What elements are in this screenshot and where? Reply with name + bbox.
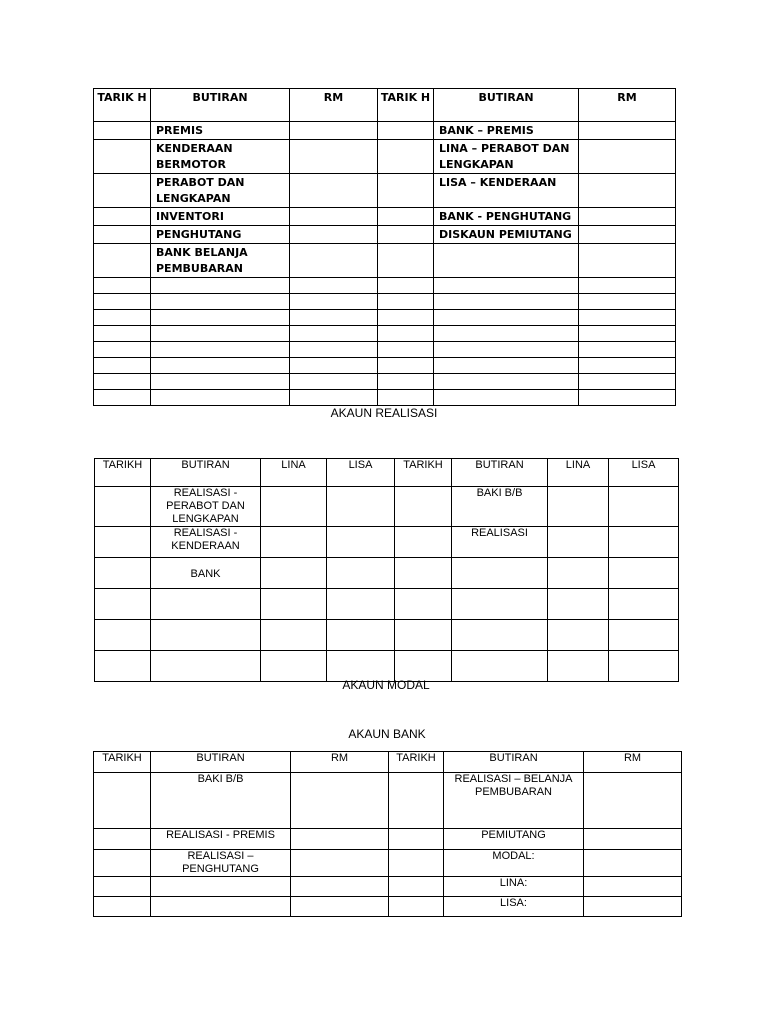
table-cell (434, 358, 579, 374)
table-cell (584, 829, 682, 850)
table-cell (291, 850, 389, 877)
table-cell (94, 174, 151, 208)
table-header-row (94, 752, 682, 773)
table-cell (378, 374, 434, 390)
table-cell (389, 829, 444, 850)
table-cell (327, 487, 395, 527)
table-cell: LINA – PERABOT DAN LENGKAPAN (434, 140, 579, 174)
table-cell (389, 773, 444, 829)
table-cell (290, 294, 378, 310)
header-tarikh: TARIK H (94, 89, 151, 122)
table-row (94, 244, 676, 278)
table-cell (452, 651, 548, 682)
table-cell (579, 122, 676, 140)
table-cell (378, 244, 434, 278)
table-cell: REALISASI - KENDERAAN (151, 527, 261, 558)
table-cell (94, 374, 151, 390)
table-cell: LISA: (444, 897, 584, 917)
table-cell (261, 620, 327, 651)
caption-akaun-realisasi: AKAUN REALISASI (330, 406, 438, 420)
table-cell (151, 651, 261, 682)
table-cell: KENDERAAN BERMOTOR (151, 140, 290, 174)
table-cell (548, 487, 609, 527)
table-cell (95, 527, 151, 558)
table-cell (94, 326, 151, 342)
table-cell (584, 773, 682, 829)
header-tarikh: TARIKH (95, 459, 151, 487)
table-cell (548, 527, 609, 558)
table-cell (378, 358, 434, 374)
header-lisa: LISA (327, 459, 395, 487)
table-cell (434, 310, 579, 326)
table-cell: PREMIS (151, 122, 290, 140)
table-cell (94, 278, 151, 294)
table-cell (579, 326, 676, 342)
table-cell (290, 174, 378, 208)
table-cell (261, 651, 327, 682)
table-row (94, 326, 676, 342)
table-header-row (95, 459, 679, 487)
table-cell (291, 773, 389, 829)
table-cell (452, 589, 548, 620)
table-row (95, 527, 679, 558)
table-cell (94, 897, 151, 917)
table-cell (378, 390, 434, 406)
akaun-bank-table (93, 751, 682, 917)
table-row (94, 897, 682, 917)
table-cell (261, 527, 327, 558)
table-cell (434, 244, 579, 278)
table-row (94, 342, 676, 358)
table-cell (434, 294, 579, 310)
table-cell (290, 208, 378, 226)
header-tarikh: TARIKH (94, 752, 151, 773)
caption-akaun-modal: AKAUN MODAL (342, 678, 430, 692)
header-butiran: BUTIRAN (151, 752, 291, 773)
table-cell (290, 226, 378, 244)
table-cell (434, 278, 579, 294)
table-row (95, 589, 679, 620)
table-cell (327, 651, 395, 682)
header-tarikh: TARIKH (395, 459, 452, 487)
table-cell (389, 897, 444, 917)
table-cell (94, 773, 151, 829)
table-cell (291, 877, 389, 897)
table-cell (378, 122, 434, 140)
table-cell (151, 358, 290, 374)
table-row (95, 651, 679, 682)
header-rm: RM (579, 89, 676, 122)
table-cell: REALISASI - PREMIS (151, 829, 291, 850)
table-cell (378, 278, 434, 294)
table-cell: BAKI B/B (452, 487, 548, 527)
table-cell: BANK – PREMIS (434, 122, 579, 140)
table-cell (579, 244, 676, 278)
table-cell (395, 487, 452, 527)
table-cell (434, 374, 579, 390)
table-cell (452, 558, 548, 589)
table-cell (395, 589, 452, 620)
header-rm: RM (584, 752, 682, 773)
table-header-row (94, 89, 676, 122)
table-row (94, 358, 676, 374)
table-cell (579, 358, 676, 374)
table-cell (290, 140, 378, 174)
table-row (94, 208, 676, 226)
table-cell (579, 208, 676, 226)
table-cell (434, 390, 579, 406)
table-cell (584, 877, 682, 897)
table-row (95, 487, 679, 527)
table-cell (94, 122, 151, 140)
table-cell (151, 374, 290, 390)
table-cell (609, 620, 679, 651)
table-cell (579, 374, 676, 390)
table-cell (378, 140, 434, 174)
table-cell (151, 620, 261, 651)
table-cell (290, 342, 378, 358)
table-cell (579, 390, 676, 406)
table-cell (94, 342, 151, 358)
table-cell (151, 342, 290, 358)
table-cell (290, 326, 378, 342)
table-cell (579, 294, 676, 310)
table-cell (609, 589, 679, 620)
table-cell (94, 244, 151, 278)
table-cell: REALISASI -PERABOT DAN LENGKAPAN (151, 487, 261, 527)
table-cell (95, 620, 151, 651)
table-cell (151, 326, 290, 342)
table-cell (151, 390, 290, 406)
header-butiran: BUTIRAN (444, 752, 584, 773)
table-cell: MODAL: (444, 850, 584, 877)
table-cell (548, 620, 609, 651)
table-cell (395, 651, 452, 682)
table-cell (94, 226, 151, 244)
table-cell (94, 208, 151, 226)
akaun-modal-table (94, 458, 679, 682)
table-cell (151, 310, 290, 326)
table-row (94, 829, 682, 850)
table-cell (290, 122, 378, 140)
table-cell (548, 589, 609, 620)
table-cell (94, 850, 151, 877)
header-tarikh: TARIKH (389, 752, 444, 773)
table-cell (389, 877, 444, 897)
table-cell (151, 877, 291, 897)
table-cell (452, 620, 548, 651)
table-cell (579, 342, 676, 358)
table-cell (95, 487, 151, 527)
table-cell: PERABOT DAN LENGKAPAN (151, 174, 290, 208)
table-cell (378, 174, 434, 208)
table-cell (434, 342, 579, 358)
header-lisa: LISA (609, 459, 679, 487)
table-cell (327, 558, 395, 589)
table-cell (95, 558, 151, 589)
table-cell (378, 208, 434, 226)
table-row (94, 390, 676, 406)
table-cell: REALISASI – PENGHUTANG (151, 850, 291, 877)
table-cell (290, 374, 378, 390)
table-cell (94, 358, 151, 374)
table-cell: BANK - PENGHUTANG (434, 208, 579, 226)
table-cell (548, 558, 609, 589)
table-cell (327, 620, 395, 651)
table-row (94, 877, 682, 897)
table-cell: LISA – KENDERAAN (434, 174, 579, 208)
table-cell (290, 278, 378, 294)
table-cell (378, 326, 434, 342)
table-cell: REALISASI (452, 527, 548, 558)
table-cell (395, 527, 452, 558)
table-cell (261, 589, 327, 620)
table-cell: BANK (151, 558, 261, 589)
table-cell (151, 278, 290, 294)
table-cell (261, 487, 327, 527)
header-butiran: BUTIRAN (452, 459, 548, 487)
table-cell: LINA: (444, 877, 584, 897)
table-cell (609, 558, 679, 589)
table-row (95, 558, 679, 589)
table-cell: PENGHUTANG (151, 226, 290, 244)
table-cell (95, 589, 151, 620)
table-cell: BAKI B/B (151, 773, 291, 829)
header-butiran: BUTIRAN (151, 459, 261, 487)
table-cell (378, 294, 434, 310)
table-cell (378, 342, 434, 358)
header-rm: RM (290, 89, 378, 122)
table-cell (609, 651, 679, 682)
table-cell (395, 558, 452, 589)
table-cell (151, 897, 291, 917)
table-cell (389, 850, 444, 877)
table-cell (548, 651, 609, 682)
table-cell (151, 589, 261, 620)
table-cell: BANK BELANJA PEMBUBARAN (151, 244, 290, 278)
table-row (94, 374, 676, 390)
table-cell (395, 620, 452, 651)
table-row (94, 773, 682, 829)
table-row (94, 850, 682, 877)
table-cell: DISKAUN PEMIUTANG (434, 226, 579, 244)
table-row (94, 226, 676, 244)
table-cell (94, 829, 151, 850)
table-cell (579, 310, 676, 326)
table-cell (579, 226, 676, 244)
table-cell (579, 278, 676, 294)
table-cell (579, 174, 676, 208)
table-cell (94, 294, 151, 310)
header-lina: LINA (261, 459, 327, 487)
table-cell: PEMIUTANG (444, 829, 584, 850)
table-cell (151, 294, 290, 310)
table-cell (579, 140, 676, 174)
table-cell (94, 310, 151, 326)
caption-akaun-bank: AKAUN BANK (348, 727, 426, 741)
table-cell (609, 527, 679, 558)
header-butiran: BUTIRAN (434, 89, 579, 122)
table-cell (95, 651, 151, 682)
table-row (94, 278, 676, 294)
header-lina: LINA (548, 459, 609, 487)
table-cell (290, 310, 378, 326)
table-row (94, 174, 676, 208)
table-cell (584, 897, 682, 917)
table-cell (327, 589, 395, 620)
table-row (94, 294, 676, 310)
table-cell (290, 390, 378, 406)
table-cell (609, 487, 679, 527)
table-row (94, 122, 676, 140)
table-cell (94, 877, 151, 897)
header-butiran: BUTIRAN (151, 89, 290, 122)
table-cell (290, 244, 378, 278)
table-row (94, 310, 676, 326)
table-cell (434, 326, 579, 342)
table-cell (584, 850, 682, 877)
header-tarikh: TARIK H (378, 89, 434, 122)
table-cell (94, 390, 151, 406)
table-cell (291, 897, 389, 917)
table-cell (290, 358, 378, 374)
table-cell (94, 140, 151, 174)
akaun-realisasi-table (93, 88, 676, 406)
table-cell (378, 310, 434, 326)
table-cell (378, 226, 434, 244)
table-cell (327, 527, 395, 558)
table-cell (261, 558, 327, 589)
table-row (95, 620, 679, 651)
header-rm: RM (291, 752, 389, 773)
table-cell: REALISASI – BELANJA PEMBUBARAN (444, 773, 584, 829)
table-cell: INVENTORI (151, 208, 290, 226)
table-row (94, 140, 676, 174)
table-cell (291, 829, 389, 850)
